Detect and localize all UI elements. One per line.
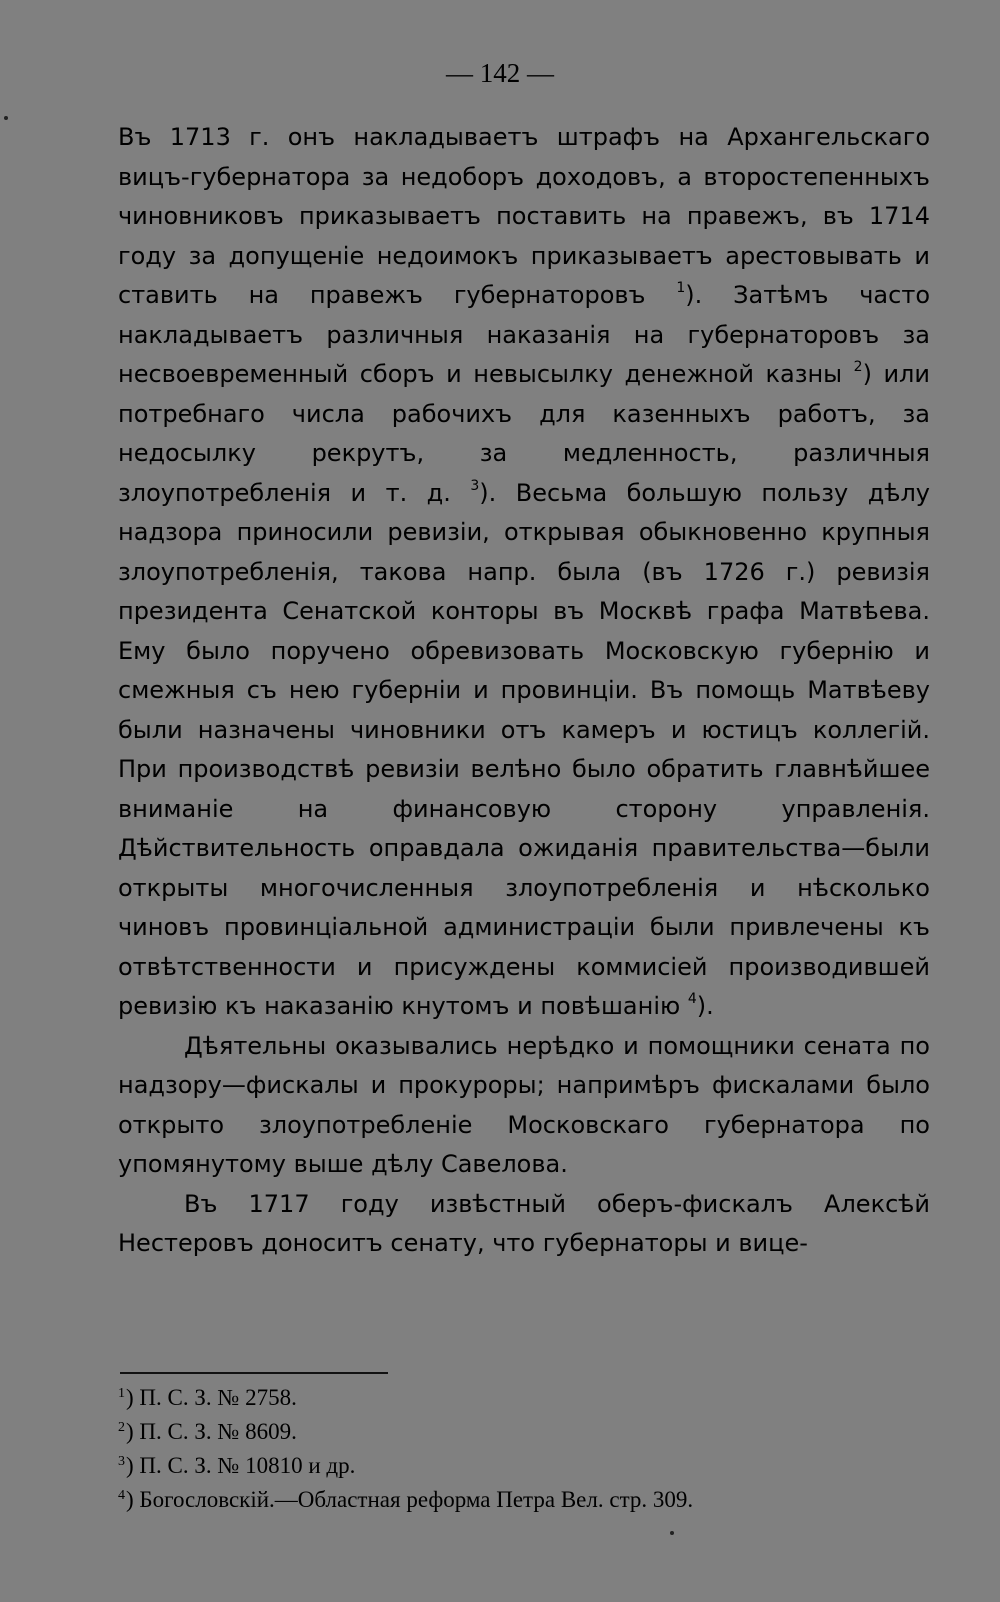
footnote-text: ) П. С. З. № 2758. xyxy=(126,1385,297,1410)
footnote-ref-1: 1 xyxy=(676,280,686,296)
footnote-mark: 4 xyxy=(118,1488,125,1503)
page-number: — 142 — xyxy=(446,58,554,88)
body-text xyxy=(118,118,930,1264)
footnote-4 xyxy=(118,1485,930,1519)
footnote-mark: 3 xyxy=(118,1454,125,1469)
footnote-3 xyxy=(118,1451,930,1485)
paragraph-1-part-5: ). xyxy=(696,992,714,1020)
paragraph-1 xyxy=(118,118,930,1027)
scan-speck xyxy=(4,116,8,120)
footnote-mark: 1 xyxy=(118,1386,125,1401)
footnote-ref-4: 4 xyxy=(687,991,697,1007)
paragraph-1-part-4: ). Весьма большую пользу дѣлу надзора приносили ревизіи, открывая обыкновенно крупныя злоупотребленія, такова напр. была (въ 1726 г.) ревизія президента Сенатской конторы въ Москвѣ графа Матвѣева. Ему было поручено обревизовать Московскую губернію и смежныя съ нею губерніи и провинціи. Въ помощь Матвѣеву были назначены чиновники отъ камеръ и юстицъ коллегій. При производствѣ ревизіи велѣно было обратить главнѣйшее вниманіе на финансовую сторону управленія. Дѣйствительность оправдала ожиданія правительства—были открыты многочисленныя злоупотребленія и нѣсколько чиновъ провинціальной администраціи были привлечены къ отвѣтственности и присуждены коммисіей производившей ревизію къ наказанію кнутомъ и повѣшанію xyxy=(118,478,930,1020)
footnote-divider xyxy=(120,1372,388,1374)
footnote-ref-2: 2 xyxy=(853,359,863,375)
paragraph-2: Дѣятельны оказывались нерѣдко и помощники сената по надзору—фискалы и прокуроры; напримѣръ фискалами было открыто злоупотребленіе Московскаго губернатора по упомянутому выше дѣлу Савелова. xyxy=(118,1031,930,1178)
footnote-text: ) П. С. З. № 8609. xyxy=(126,1419,297,1444)
paragraph-3: Въ 1717 году извѣстный оберъ-фискалъ Алексѣй Нестеровъ доноситъ сенату, что губернаторы и вице- xyxy=(118,1189,930,1257)
footnote-1 xyxy=(118,1383,930,1417)
footnote-mark: 2 xyxy=(118,1420,125,1435)
footnotes xyxy=(118,1383,930,1519)
footnote-2 xyxy=(118,1417,930,1451)
paragraph-1-part-2: ). Затѣмъ часто накладываетъ различныя наказанія на губернаторовъ за несвоевременный сборъ и невысылку денежной казны xyxy=(118,281,930,388)
paragraph-1-part-1: Въ 1713 г. онъ накладываетъ штрафъ на Архангельскаго вицъ-губернатора за недоборъ доходовъ, а второстепенныхъ чиновниковъ приказываетъ поставить на правежъ, въ 1714 году за допущеніе недоимокъ приказываетъ арестовывать и ставить на правежъ губернаторовъ xyxy=(118,123,930,309)
footnote-ref-3: 3 xyxy=(470,477,480,494)
footnote-text: ) Богословскій.—Областная реформа Петра Вел. стр. 309. xyxy=(126,1487,694,1512)
scan-speck xyxy=(670,1531,674,1535)
footnote-text: ) П. С. З. № 10810 и др. xyxy=(126,1453,356,1478)
paragraph-1-part-3: ) или потребнаго числа рабочихъ для казенныхъ работъ, за недосылку рекрутъ, за медленность, различныя злоупотребленія и т. д. xyxy=(118,360,930,507)
